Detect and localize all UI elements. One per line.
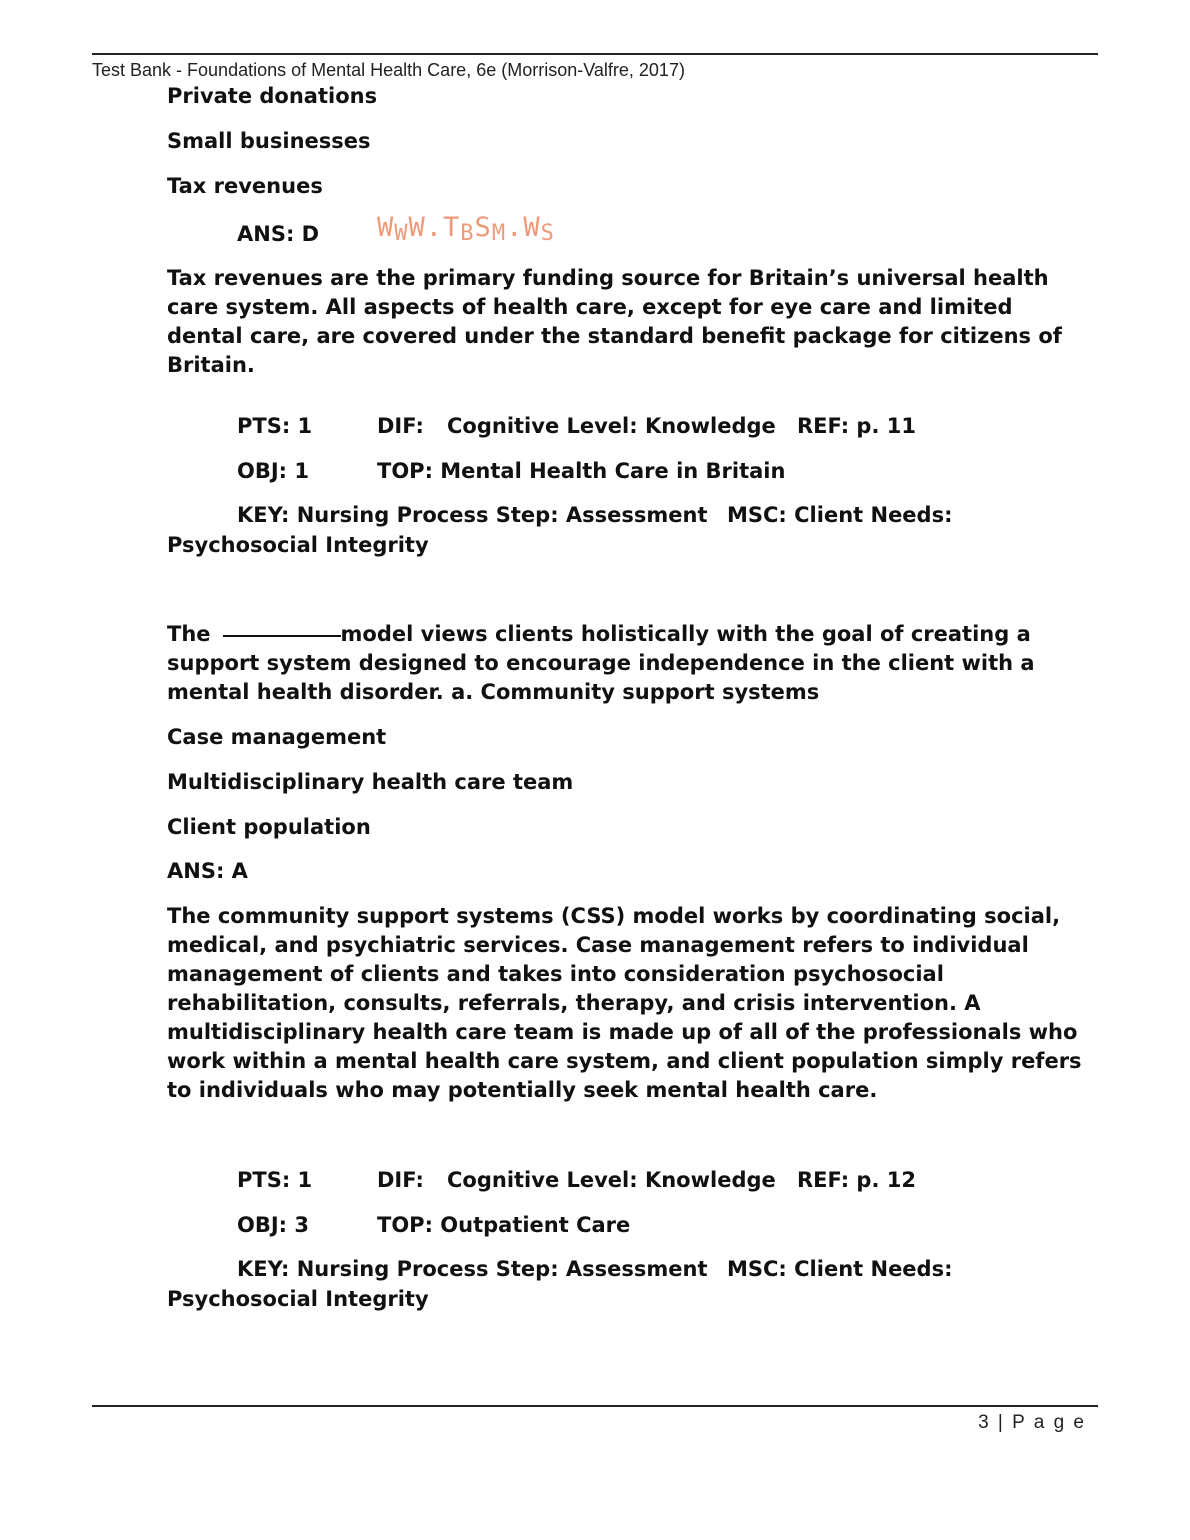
q2-msc-cont: Psychosocial Integrity	[167, 1287, 429, 1311]
q2-option-c: Multidisciplinary health care team	[167, 770, 574, 794]
q1-obj: OBJ: 1	[237, 459, 309, 483]
q1-top: TOP: Mental Health Care in Britain	[377, 459, 786, 483]
q2-key: KEY: Nursing Process Step: Assessment	[237, 1257, 708, 1281]
q2-rationale: The community support systems (CSS) model works by coordinating social, medical, and psychiatric services. Case management refers to individual management of clients and takes into consideration psychosocial rehabilitation, consults, referrals, therapy, and crisis intervention. A multidisciplinary health care team is made up of all of the professionals who work within a mental health care system, and client population simply refers to individuals who may potentially seek mental health care.	[167, 904, 1082, 1102]
q2-ref: REF: p. 12	[797, 1168, 916, 1192]
q1-answer: ANS: D	[237, 222, 320, 246]
header-rule	[92, 53, 1098, 55]
q2-obj: OBJ: 3	[237, 1213, 309, 1237]
q2-level: Cognitive Level: Knowledge	[447, 1168, 776, 1192]
q2-msc: MSC: Client Needs:	[727, 1257, 953, 1281]
q1-option-d: Small businesses	[167, 129, 371, 153]
watermark: WWW.TBSM.WS	[377, 212, 555, 246]
q1-rationale: Tax revenues are the primary funding source for Britain’s universal health care system. All aspects of health care, except for eye care and limited dental care, are covered under the standard benefit package for citizens of Britain.	[167, 266, 1062, 377]
q1-ref: REF: p. 11	[797, 414, 916, 438]
q2-stem-start: The	[167, 622, 211, 646]
q2-top: TOP: Outpatient Care	[377, 1213, 631, 1237]
page-number: 3 | P a g e	[978, 1412, 1086, 1433]
q1-msc-cont: Psychosocial Integrity	[167, 533, 429, 557]
q2-pts: PTS: 1	[237, 1168, 313, 1192]
q2-stem-rest: model views clients holistically with the goal of creating a support system designed to encourage independence in the client with a mental health disorder. a. Community support systems	[167, 622, 1035, 704]
q2-option-b: Case management	[167, 725, 387, 749]
fill-in-blank	[223, 635, 341, 637]
q2-answer: ANS: A	[167, 859, 248, 883]
q1-msc: MSC: Client Needs:	[727, 503, 953, 527]
q1-option-c: Private donations	[167, 84, 378, 108]
q1-option-e: Tax revenues	[167, 174, 323, 198]
q2-dif: DIF:	[377, 1168, 424, 1192]
q1-dif: DIF:	[377, 414, 424, 438]
q2-option-d: Client population	[167, 815, 371, 839]
footer-rule	[92, 1405, 1098, 1407]
q1-level: Cognitive Level: Knowledge	[447, 414, 776, 438]
q1-pts: PTS: 1	[237, 414, 313, 438]
q2-stem	[167, 620, 1087, 707]
q1-key: KEY: Nursing Process Step: Assessment	[237, 503, 708, 527]
header-title: Test Bank - Foundations of Mental Health Care, 6e (Morrison-Valfre, 2017)	[92, 60, 685, 80]
